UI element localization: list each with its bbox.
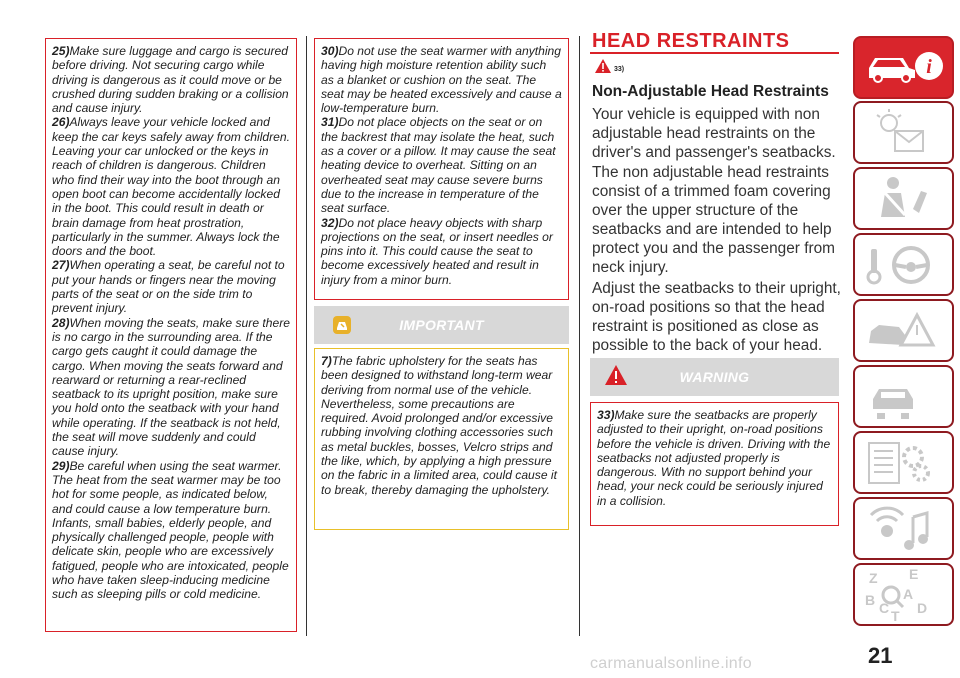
heading-underline [590, 52, 839, 54]
sidebar-tab-technical-data[interactable] [853, 431, 954, 494]
page-number: 21 [868, 643, 893, 668]
warning-triangle-icon [594, 58, 612, 74]
svg-text:C: C [879, 600, 890, 616]
important-banner [314, 306, 569, 344]
svg-text:B: B [865, 592, 876, 608]
warning-note-box [590, 402, 839, 526]
svg-text:Z: Z [869, 570, 878, 586]
dashboard-lights-icon [855, 103, 952, 162]
svg-text:A: A [903, 586, 914, 602]
sidebar-tab-emergency[interactable] [853, 299, 954, 362]
car-crash-warning-icon [855, 301, 952, 360]
car-maintenance-icon [855, 367, 952, 426]
warning-notes-box-middle [314, 38, 569, 300]
important-note-box [314, 348, 569, 530]
section-heading: HEAD RESTRAINTS [592, 30, 790, 52]
important-note-7: 7)The fabric upholstery for the seats has been designed to withstand long-term wear deriving from normal use of the vehicle. Nevertheless, some precautions are required. Avoid prolonged and/or excessive rubbing involving clothing accessories such as metal buckles, bosses, Velcro strips and the like, which, by applying a high pressure on the fabric in a limited area, could cause it to break, thereby damaging the upholstery. [321, 354, 557, 497]
paragraph-3: Adjust the seatbacks to their upright, on-road positions so that the head restraint is positioned as close as possible to the back of your head. [592, 280, 841, 354]
note-31: 31)Do not place objects on the seat or on the backrest that may isolate the heat, such as a cover or a pillow. It may cause the seat heating device to overheat. Sitting on an overheated seat may cause severe burns due to the increase in temperature of the seat surface. [321, 115, 556, 216]
column-divider-2 [579, 36, 580, 636]
sidebar-tab-multimedia[interactable] [853, 497, 954, 560]
note-32: 32)Do not place heavy objects with sharp projections on the seat, or insert needles or pins into it. This could cause the seat to become excessively heated and result in injury from a minor burn. [321, 215, 553, 287]
note-26: 26)Always leave your vehicle locked and keep the car keys safely away from children. Leaving your car unlocked or the keys in reach of children is dangerous. Children who find their way into the boot through an open boot can become accidentally locked in the boot. This could result in death or brain damage from heat prostration, particularly in the summer. Always lock the doors and the boot. [52, 115, 290, 259]
sidebar-tab-dashboard-lights[interactable] [853, 101, 954, 164]
svg-text:E: E [909, 566, 919, 582]
alphabetical-index-icon [855, 565, 952, 624]
key-steering-wheel-icon [855, 235, 952, 294]
watermark: carmanualsonline.info [590, 655, 752, 672]
subheading: Non-Adjustable Head Restraints [592, 83, 829, 100]
warning-notes-box-left [45, 38, 297, 632]
specifications-gears-icon [855, 433, 952, 492]
paragraph-2: The non adjustable head restraints consist of a trimmed foam covering over the upper structure of the seatbacks and are intended to help protect you and the passenger from neck injury. [592, 164, 835, 276]
multimedia-music-icon [855, 499, 952, 558]
sidebar-tab-safety[interactable] [853, 167, 954, 230]
note-28: 28)When moving the seats, make sure there is no cargo in the surrounding area. If the cargo gets caught it could damage the cargo. When moving the seats forward and rearward or returning a rear-reclined seatback to its upright position, make sure you hold onto the seatback with your hand while operating. If the seatback is not held, the seat will move suddenly and could cause injury. [52, 315, 290, 459]
warning-banner [590, 358, 839, 396]
column-divider-1 [306, 36, 307, 636]
svg-text:i: i [926, 56, 932, 78]
seatbelt-airbag-icon [855, 169, 952, 228]
paragraph-1: Your vehicle is equipped with non adjustable head restraints on the driver's and passenger's seatbacks. [592, 106, 836, 161]
sidebar-tab-car-info[interactable] [853, 36, 954, 99]
car-info-icon [855, 38, 952, 97]
sidebar-tab-index[interactable] [853, 563, 954, 626]
svg-text:D: D [917, 600, 928, 616]
warning-reference: 33) [614, 66, 625, 73]
sidebar-tab-starting-driving[interactable] [853, 233, 954, 296]
svg-text:T: T [891, 608, 900, 624]
note-25: 25)Make sure luggage and cargo is secured before driving. Not securing cargo while driving is dangerous as it could move or be crushed during sudden braking or a collision and cause injury. [52, 44, 289, 116]
note-29: 29)Be careful when using the seat warmer. The heat from the seat warmer may be too hot for some people, as indicated below, and could cause a low temperature burn. Infants, small babies, elderly people, and physically challenged people, people with delicate skin, people who are excessively fatigued, people who are intoxicated, people who have taken sleep-inducing medicine such as sleeping pills or cold medicine. [52, 458, 289, 602]
warning-note-33: 33)Make sure the seatbacks are properly adjusted to their upright, on-road positions before the vehicle is driven. Driving with the seatbacks not adjusted properly is dangerous. With no support behind your head, your neck could be seriously injured in a collision. [597, 408, 831, 508]
note-27: 27)When operating a seat, be careful not to put your hands or fingers near the moving parts of the seat or on the side trim to prevent injury. [52, 258, 285, 316]
warning-label: WARNING [679, 369, 750, 385]
note-30: 30)Do not use the seat warmer with anything having high moisture retention ability such as a blanket or cushion on the seat. The seat may be heated excessively and cause a low-temperature burn. [321, 44, 562, 116]
sidebar-tab-maintenance[interactable] [853, 365, 954, 428]
important-label: IMPORTANT [399, 317, 484, 333]
